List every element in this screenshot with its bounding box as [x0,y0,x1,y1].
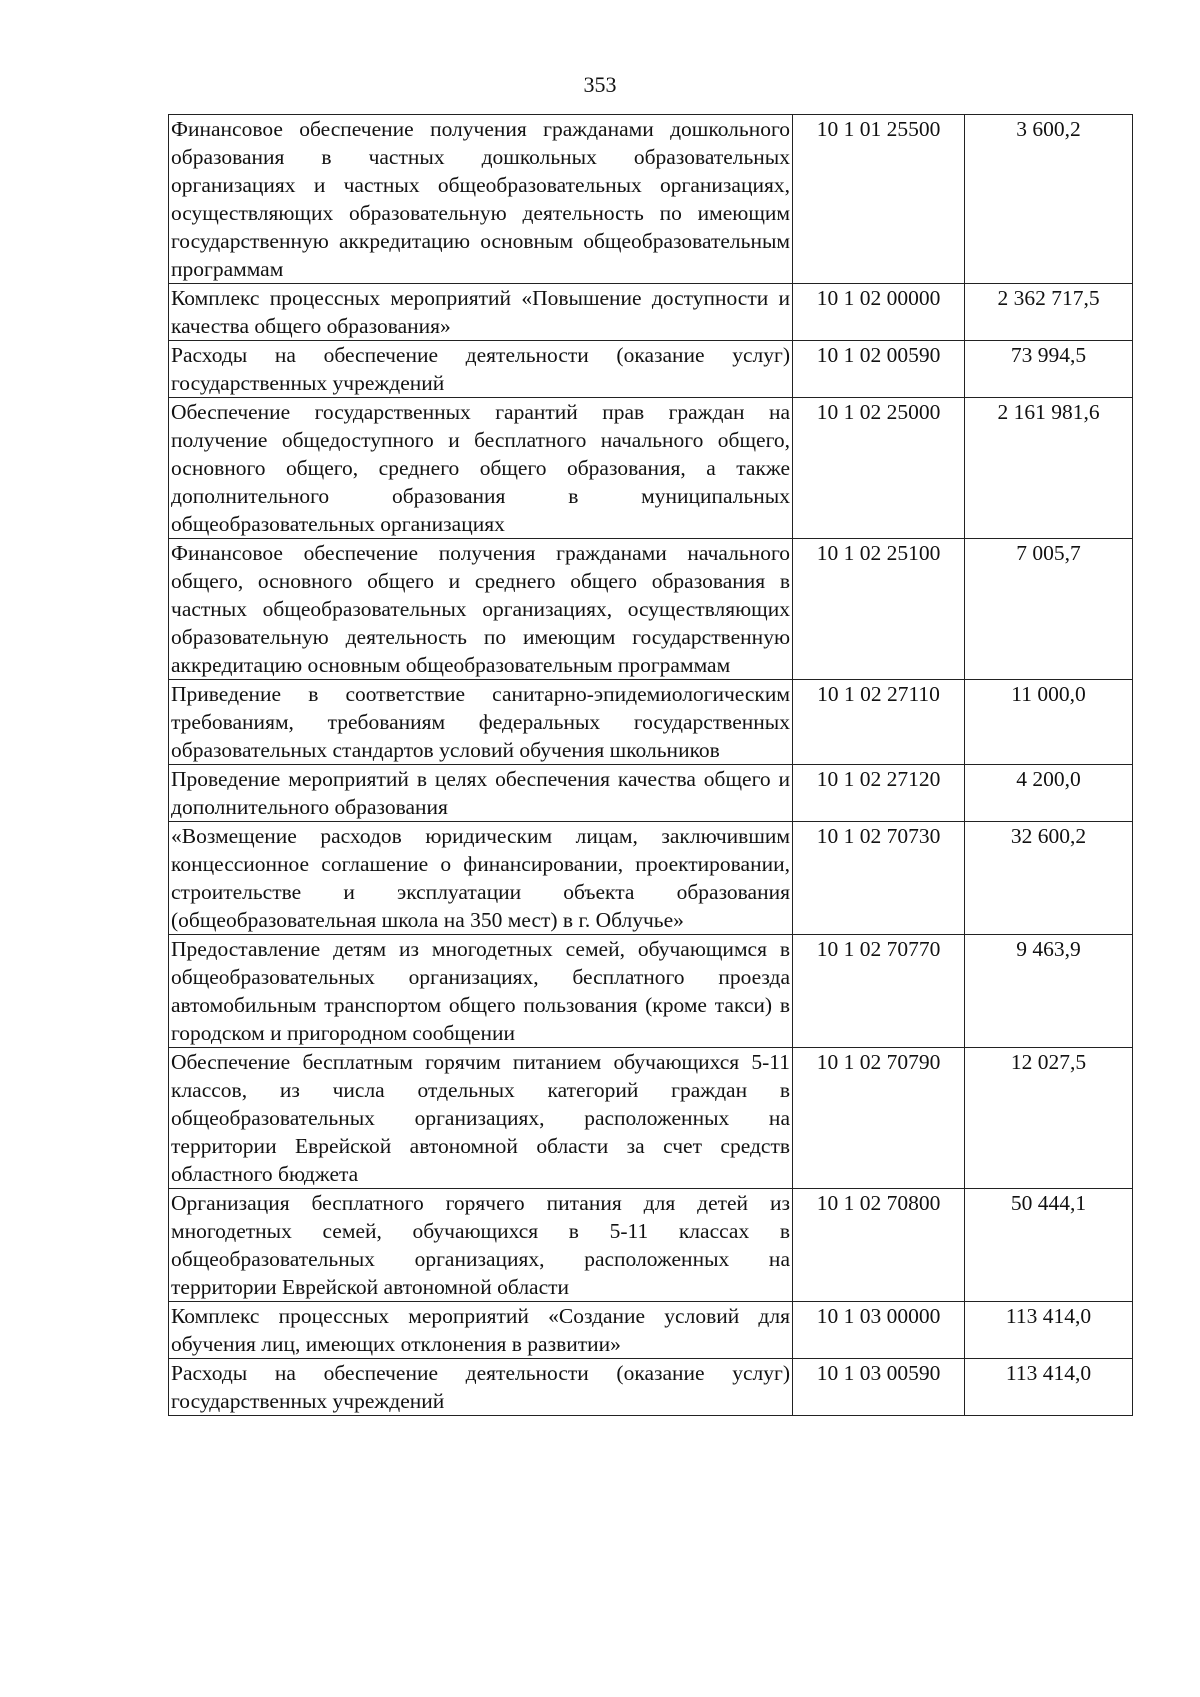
row-amount: 32 600,2 [965,822,1133,935]
table-row [169,539,1133,680]
row-name: Финансовое обеспечение получения гражданами дошкольного образования в частных дошкольных образовательных организациях и частных общеобразовательных организациях, осуществляющих образовательную деятельность по имеющим государственную аккредитацию основным общеобразовательным программам [169,115,793,284]
row-code: 10 1 03 00000 [793,1302,965,1359]
row-amount: 3 600,2 [965,115,1133,284]
row-code: 10 1 03 00590 [793,1359,965,1416]
row-code: 10 1 02 27120 [793,765,965,822]
row-amount: 50 444,1 [965,1189,1133,1302]
row-amount: 113 414,0 [965,1302,1133,1359]
table-row [169,115,1133,284]
table-row [169,680,1133,765]
row-name: Организация бесплатного горячего питания для детей из многодетных семей, обучающихся в 5-11 классах в общеобразовательных организациях, расположенных на территории Еврейской автономной области [169,1189,793,1302]
row-code: 10 1 02 70800 [793,1189,965,1302]
budget-table [168,114,1133,1416]
row-code: 10 1 02 25000 [793,398,965,539]
table-row [169,1302,1133,1359]
row-name: Приведение в соответствие санитарно-эпидемиологическим требованиям, требованиям федеральных государственных образовательных стандартов условий обучения школьников [169,680,793,765]
row-amount: 73 994,5 [965,341,1133,398]
table-row [169,1048,1133,1189]
row-name: Расходы на обеспечение деятельности (оказание услуг) государственных учреждений [169,341,793,398]
table-row [169,341,1133,398]
row-code: 10 1 02 70770 [793,935,965,1048]
table-row [169,822,1133,935]
row-code: 10 1 02 00590 [793,341,965,398]
row-name: Обеспечение государственных гарантий прав граждан на получение общедоступного и бесплатного начального общего, основного общего, среднего общего образования, а также дополнительного образования в муниципальных общеобразовательных организациях [169,398,793,539]
row-name: Проведение мероприятий в целях обеспечения качества общего и дополнительного образования [169,765,793,822]
row-name: Комплекс процессных мероприятий «Создание условий для обучения лиц, имеющих отклонения в развитии» [169,1302,793,1359]
page-number: 353 [583,72,617,97]
table-row [169,765,1133,822]
table-row [169,284,1133,341]
row-name: Расходы на обеспечение деятельности (оказание услуг) государственных учреждений [169,1359,793,1416]
row-code: 10 1 01 25500 [793,115,965,284]
row-name: Обеспечение бесплатным горячим питанием обучающихся 5-11 классов, из числа отдельных категорий граждан в общеобразовательных организациях, расположенных на территории Еврейской автономной области за счет средств областного бюджета [169,1048,793,1189]
row-amount: 11 000,0 [965,680,1133,765]
row-amount: 2 161 981,6 [965,398,1133,539]
row-code: 10 1 02 00000 [793,284,965,341]
row-amount: 7 005,7 [965,539,1133,680]
row-code: 10 1 02 70730 [793,822,965,935]
row-name: Комплекс процессных мероприятий «Повышение доступности и качества общего образования» [169,284,793,341]
row-amount: 4 200,0 [965,765,1133,822]
table-row [169,935,1133,1048]
table-row [169,398,1133,539]
row-code: 10 1 02 70790 [793,1048,965,1189]
row-amount: 9 463,9 [965,935,1133,1048]
table-row [169,1359,1133,1416]
row-name: Предоставление детям из многодетных семей, обучающимся в общеобразовательных организациях, бесплатного проезда автомобильным транспортом общего пользования (кроме такси) в городском и пригородном сообщении [169,935,793,1048]
table-row [169,1189,1133,1302]
row-code: 10 1 02 25100 [793,539,965,680]
row-code: 10 1 02 27110 [793,680,965,765]
row-amount: 12 027,5 [965,1048,1133,1189]
row-amount: 113 414,0 [965,1359,1133,1416]
budget-table-body [169,115,1133,1416]
row-amount: 2 362 717,5 [965,284,1133,341]
row-name: Финансовое обеспечение получения гражданами начального общего, основного общего и среднего общего образования в частных общеобразовательных организациях, осуществляющих образовательную деятельность по имеющим государственную аккредитацию основным общеобразовательным программам [169,539,793,680]
row-name: «Возмещение расходов юридическим лицам, заключившим концессионное соглашение о финансировании, проектировании, строительстве и эксплуатации объекта образования (общеобразовательная школа на 350 мест) в г. Облучье» [169,822,793,935]
